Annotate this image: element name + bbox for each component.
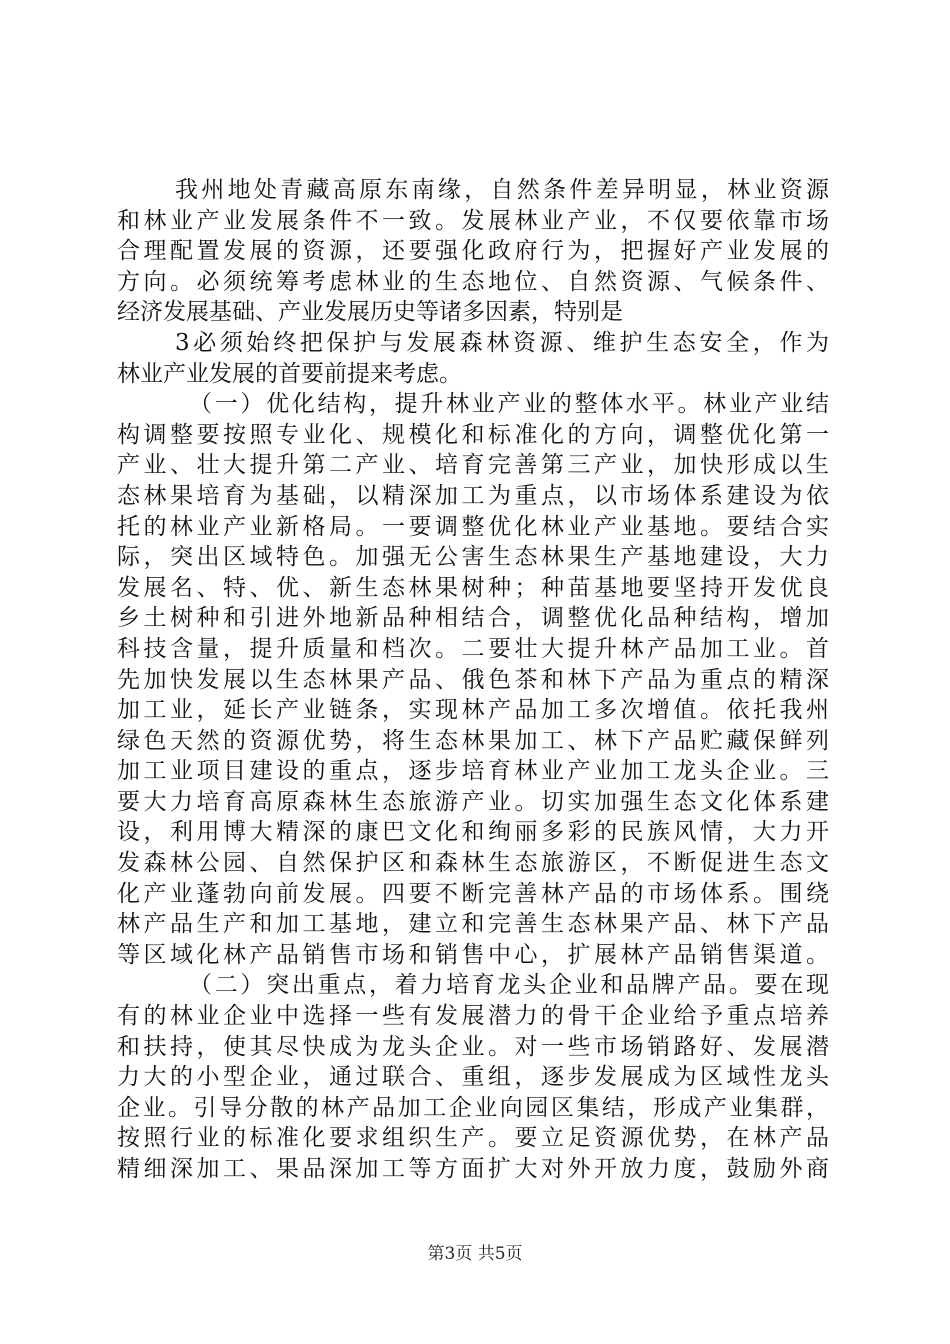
text-line: 按照行业的标准化要求组织生产。要立足资源优势，在林产品 — [117, 1125, 829, 1152]
text-line: 等区域化林产品销售市场和销售中心，扩展林产品销售渠道。 — [117, 941, 829, 968]
text-line: 精细深加工、果品深加工等方面扩大对外开放力度，鼓励外商 — [117, 1156, 829, 1182]
text-line: 设，利用博大精深的康巴文化和绚丽多彩的民族风情，大力开 — [117, 819, 829, 846]
text-line: 科技含量，提升质量和档次。二要壮大提升林产品加工业。首 — [117, 635, 829, 662]
text-line: 企业。引导分散的林产品加工企业向园区集结，形成产业集群， — [117, 1094, 829, 1121]
text-line: 林业产业发展的首要前提来考虑。 — [117, 360, 462, 387]
text-line: （二）突出重点，着力培育龙头企业和品牌产品。要在现 — [189, 972, 829, 999]
text-line: 林产品生产和加工基地，建立和完善生态林果产品、林下产品 — [117, 911, 829, 938]
text-line: 经济发展基础、产业发展历史等诸多因素，特别是 — [117, 299, 623, 326]
text-line: 际，突出区域特色。加强无公害生态林果生产基地建设，大力 — [117, 544, 829, 571]
text-line: 力大的小型企业，通过联合、重组，逐步发展成为区域性龙头 — [117, 1064, 829, 1091]
text-line: 要大力培育高原森林生态旅游产业。切实加强生态文化体系建 — [117, 788, 829, 815]
text-line: 化产业蓬勃向前发展。四要不断完善林产品的市场体系。围绕 — [117, 880, 829, 907]
text-line: 加工业，延长产业链条，实现林产品加工多次增值。依托我州 — [117, 697, 829, 724]
text-line: 和林业产业发展条件不一致。发展林业产业，不仅要依靠市场 — [117, 207, 829, 234]
text-line: （一）优化结构，提升林业产业的整体水平。林业产业结 — [189, 391, 829, 418]
text-line: 发展名、特、优、新生态林果树种；种苗基地要坚持开发优良 — [117, 574, 829, 601]
text-line: 托的林业产业新格局。一要调整优化林业产业基地。要结合实 — [117, 513, 829, 540]
text-line: 加工业项目建设的重点，逐步培育林业产业加工龙头企业。三 — [117, 758, 829, 785]
body-text — [117, 175, 829, 1185]
text-line: 3必须始终把保护与发展森林资源、维护生态安全，作为 — [175, 329, 829, 356]
text-line: 绿色天然的资源优势，将生态林果加工、林下产品贮藏保鲜列 — [117, 727, 829, 754]
text-line: 方向。必须统筹考虑林业的生态地位、自然资源、气候条件、 — [117, 268, 829, 295]
page-footer: 第3页 共5页 — [427, 1244, 523, 1264]
text-line: 乡土树种和引进外地新品种相结合，调整优化品种结构，增加 — [117, 605, 829, 632]
text-line: 合理配置发展的资源，还要强化政府行为，把握好产业发展的 — [117, 238, 829, 265]
text-line: 和扶持，使其尽快成为龙头企业。对一些市场销路好、发展潜 — [117, 1033, 829, 1060]
text-line: 先加快发展以生态林果产品、俄色茶和林下产品为重点的精深 — [117, 666, 829, 693]
text-line: 发森林公园、自然保护区和森林生态旅游区，不断促进生态文 — [117, 850, 829, 877]
text-line: 态林果培育为基础，以精深加工为重点，以市场体系建设为依 — [117, 482, 829, 509]
text-line: 产业、壮大提升第二产业、培育完善第三产业，加快形成以生 — [117, 452, 829, 479]
text-line: 我州地处青藏高原东南缘，自然条件差异明显，林业资源 — [175, 177, 829, 203]
text-line: 有的林业企业中选择一些有发展潜力的骨干企业给予重点培养 — [117, 1003, 829, 1030]
text-line: 构调整要按照专业化、规模化和标准化的方向，调整优化第一 — [117, 421, 829, 448]
